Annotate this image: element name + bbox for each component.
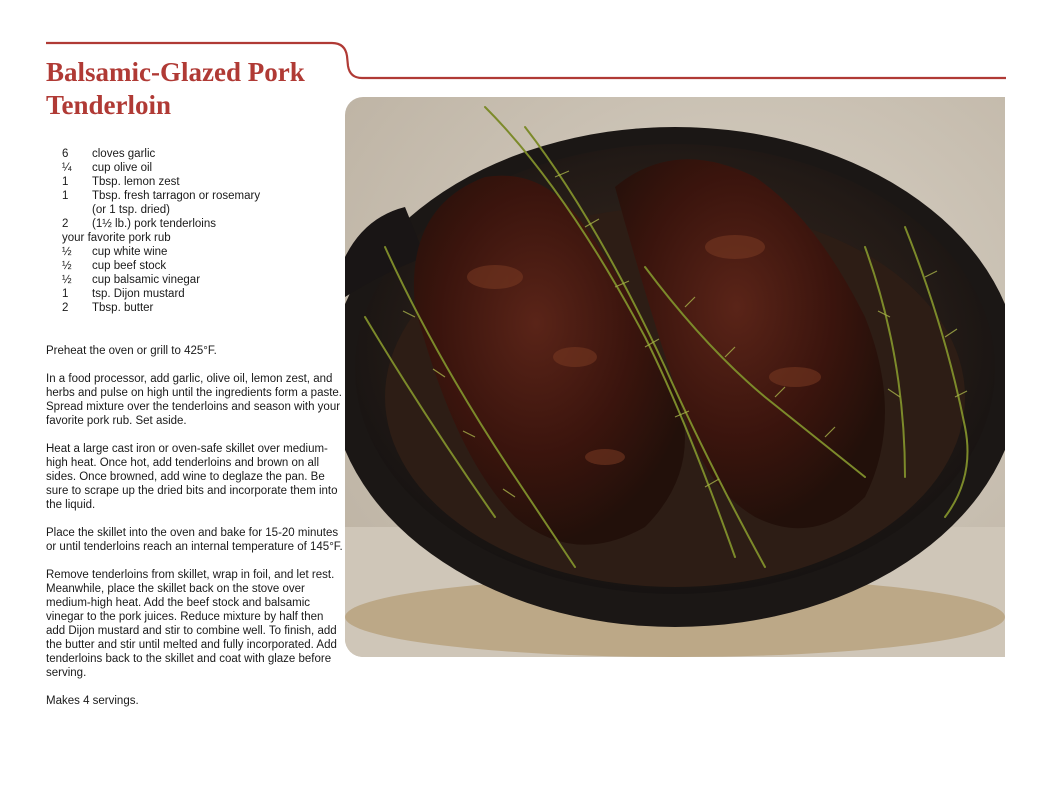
ingredient-qty: 1 [62,190,69,202]
direction-step: Heat a large cast iron or oven-safe skillet over medium-high heat. Once hot, add tenderloins and brown on all sides. Once browned, add wine to deglaze the pan. Be sure to scrape up the dried bits and incorporate them into the liquid. [46,443,338,511]
ingredient-qty: 1 [62,288,69,300]
direction-step: Remove tenderloins from skillet, wrap in foil, and let rest. Meanwhile, place the skillet back on the stove over medium-high heat. Add the beef stock and balsamic vinegar to the pork juices. Reduce mixture by half then add Dijon mustard and stir to combine well. To finish, add the butter and stir until melted and fully incorporated. Add tenderloins back to the skillet and coat with glaze before serving. [46,569,337,679]
ingredient-row [62,273,342,287]
pork-in-skillet-image [345,97,1005,657]
ingredient-item: cloves garlic [92,148,156,160]
ingredient-row [62,189,342,203]
ingredient-item: your favorite pork rub [62,232,171,244]
ingredient-item: Tbsp. fresh tarragon or rosemary [92,190,261,202]
ingredient-qty: ½ [62,246,72,258]
recipe-title-line1: Balsamic-Glazed Pork [46,57,305,87]
ingredient-item: (1½ lb.) pork tenderloins [92,218,217,230]
directions [46,344,344,722]
ingredient-qty [62,203,92,217]
ingredient-qty: ½ [62,274,72,286]
ingredient-row [62,217,342,231]
ingredient-row [62,175,342,189]
ingredient-row [62,259,342,273]
servings-note: Makes 4 servings. [46,695,139,707]
ingredient-qty: ¼ [62,162,72,174]
direction-step: Place the skillet into the oven and bake for 15-20 minutes or until tenderloins reach an internal temperature of 145°F. [46,527,343,553]
ingredient-qty: 6 [62,148,69,160]
recipe-title [46,56,346,122]
ingredient-item: tsp. Dijon mustard [92,288,185,300]
ingredient-item: cup olive oil [92,162,153,174]
direction-step: Preheat the oven or grill to 425°F. [46,345,217,357]
ingredients-list [62,147,342,315]
ingredient-qty: 2 [62,218,69,230]
ingredient-item: Tbsp. lemon zest [92,176,180,188]
ingredient-item: (or 1 tsp. dried) [92,204,170,216]
ingredient-item: Tbsp. butter [92,302,154,314]
ingredient-row [62,161,342,175]
ingredient-item: cup beef stock [92,260,167,272]
recipe-title-line2: Tenderloin [46,90,172,120]
ingredient-qty: ½ [62,260,72,272]
ingredient-row [62,245,342,259]
ingredient-item: cup balsamic vinegar [92,274,201,286]
ingredient-row [62,203,342,217]
ingredient-row [62,301,342,315]
ingredient-qty: 1 [62,176,69,188]
recipe-photo [345,97,1005,657]
ingredient-row [62,147,342,161]
ingredient-qty: 2 [62,302,69,314]
ingredient-row [62,231,342,245]
ingredient-row [62,287,342,301]
ingredient-item: cup white wine [92,246,168,258]
direction-step: In a food processor, add garlic, olive oil, lemon zest, and herbs and pulse on high until the ingredients form a paste. Spread mixture over the tenderloins and season with your favorite pork rub. Set aside. [46,373,342,427]
